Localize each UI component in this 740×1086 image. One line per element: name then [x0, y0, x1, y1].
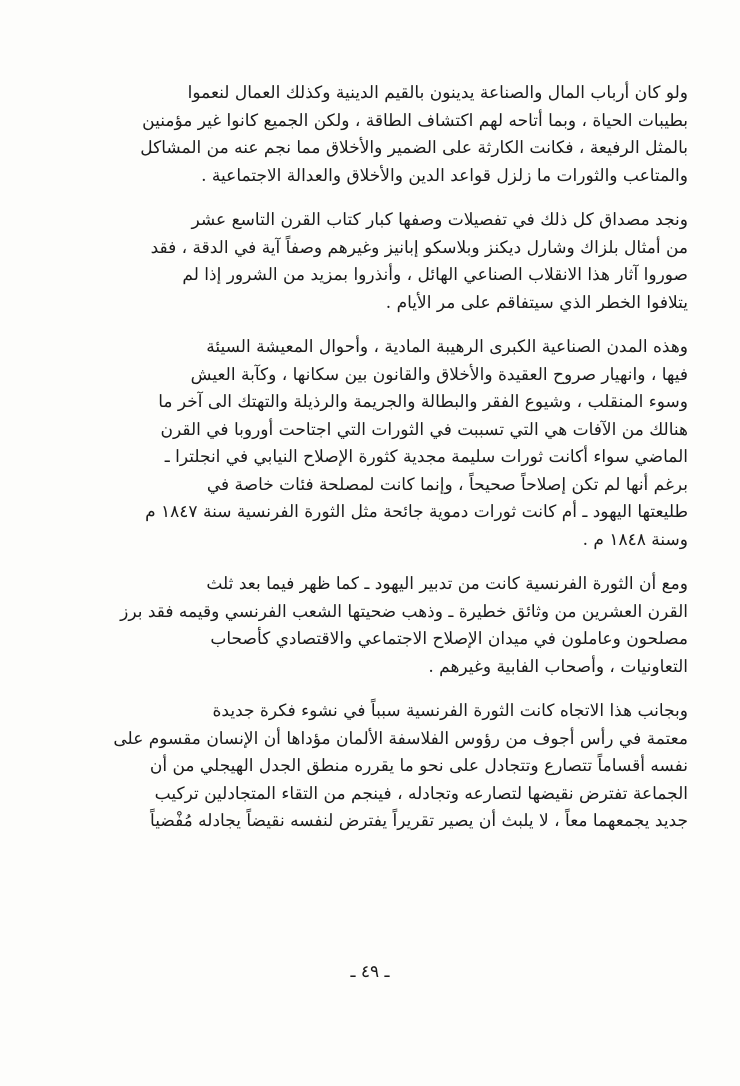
text-line: ولو كان أرباب المال والصناعة يدينون بالقيم الدينية وكذلك العمال لنعموا [187, 83, 688, 103]
paragraph-4 [98, 571, 688, 681]
paragraph-2 [98, 207, 688, 317]
text-line: طليعتها اليهود ـ أم كانت ثورات دموية جائحة مثل الثورة الفرنسية سنة ١٨٤٧ م [145, 502, 688, 522]
text-line: التعاونيات ، وأصحاب الفابية وغيرهم . [428, 656, 688, 677]
text-line: يتلافوا الخطر الذي سيتفاقم على مر الأيام . [385, 292, 688, 313]
text-line: بطيبات الحياة ، وبما أتاحه لهم اكتشاف الطاقة ، ولكن الجميع كانوا غير مؤمنين [142, 110, 688, 131]
text-line: وهذه المدن الصناعية الكبرى الرهيبة المادية ، وأحوال المعيشة السيئة [206, 337, 688, 357]
text-line: وبجانب هذا الاتجاه كانت الثورة الفرنسية سبباً في نشوء فكرة جديدة [212, 701, 688, 721]
text-line: ونجد مصداق كل ذلك في تفصيلات وصفها كبار كتاب القرن التاسع عشر [191, 210, 688, 230]
text-line: من أمثال بلزاك وشارل ديكنز وبلاسكو إبانيز وغيرهم وصفاً آية في الدقة ، فقد [150, 237, 688, 258]
text-line: الماضي سواء أكانت ثورات سليمة مجدية كثورة الإصلاح النيابي في انجلترا ـ [164, 447, 688, 467]
text-line: ومع أن الثورة الفرنسية كانت من تدبير اليهود ـ كما ظهر فيما بعد ثلث [206, 574, 688, 594]
text-line: هنالك من الآفات هي التي تسببت في الثورات التي اجتاحت أوروبا في القرن [160, 419, 688, 440]
text-line: فيها ، وانهيار صروح العقيدة والأخلاق والقانون بين سكانها ، وكآبة العيش [190, 364, 688, 385]
paragraph-1 [98, 80, 688, 190]
body-text [98, 80, 688, 853]
text-line: وسوء المنقلب ، وشيوع الفقر والبطالة والجريمة والرذيلة والتهتك الى آخر ما [158, 392, 688, 412]
text-line: بالمثل الرفيعة ، فكانت الكارثة على الضمير والأخلاق مما نجم عنه من المشاكل [140, 138, 688, 158]
text-line: صوروا آثار هذا الانقلاب الصناعي الهائل ، وأنذروا بمزيد من الشرور إذا لم [182, 265, 688, 285]
text-line: جديد يجمعهما معاً ، لا يلبث أن يصير تقريراً يفترض لنفسه نقيضاً يجادله مُفْضياً [150, 811, 688, 831]
page-number: ـ ٤٩ ـ [350, 962, 390, 982]
paragraph-3 [98, 334, 688, 554]
text-line: وسنة ١٨٤٨ م . [582, 529, 688, 550]
text-line: والمتاعب والثورات ما زلزل قواعد الدين والأخلاق والعدالة الاجتماعية . [201, 165, 688, 186]
text-line: القرن العشرين من وثائق خطيرة ـ وذهب ضحيتها الشعب الفرنسي وقيمه فقد برز [120, 601, 688, 622]
text-line: معتمة في رأس أجوف من رؤوس الفلاسفة الألمان مؤداها أن الإنسان مقسوم على [113, 728, 688, 749]
text-line: نفسه أقساماً تتصارع وتتجادل على نحو ما يقرره منطق الجدل الهيجلي من أن [149, 756, 688, 776]
text-line: مصلحون وعاملون في ميدان الإصلاح الاجتماعي والاقتصادي كأصحاب [210, 629, 688, 649]
text-line: برغم أنها لم تكن إصلاحاً صحيحاً ، وإنما كانت لمصلحة فئات خاصة في [206, 474, 688, 495]
paragraph-5 [98, 698, 688, 836]
text-line: الجماعة تفترض نقيضها لتصارعه وتجادله ، فينجم من التقاء المتجادلين تركيب [154, 783, 688, 804]
